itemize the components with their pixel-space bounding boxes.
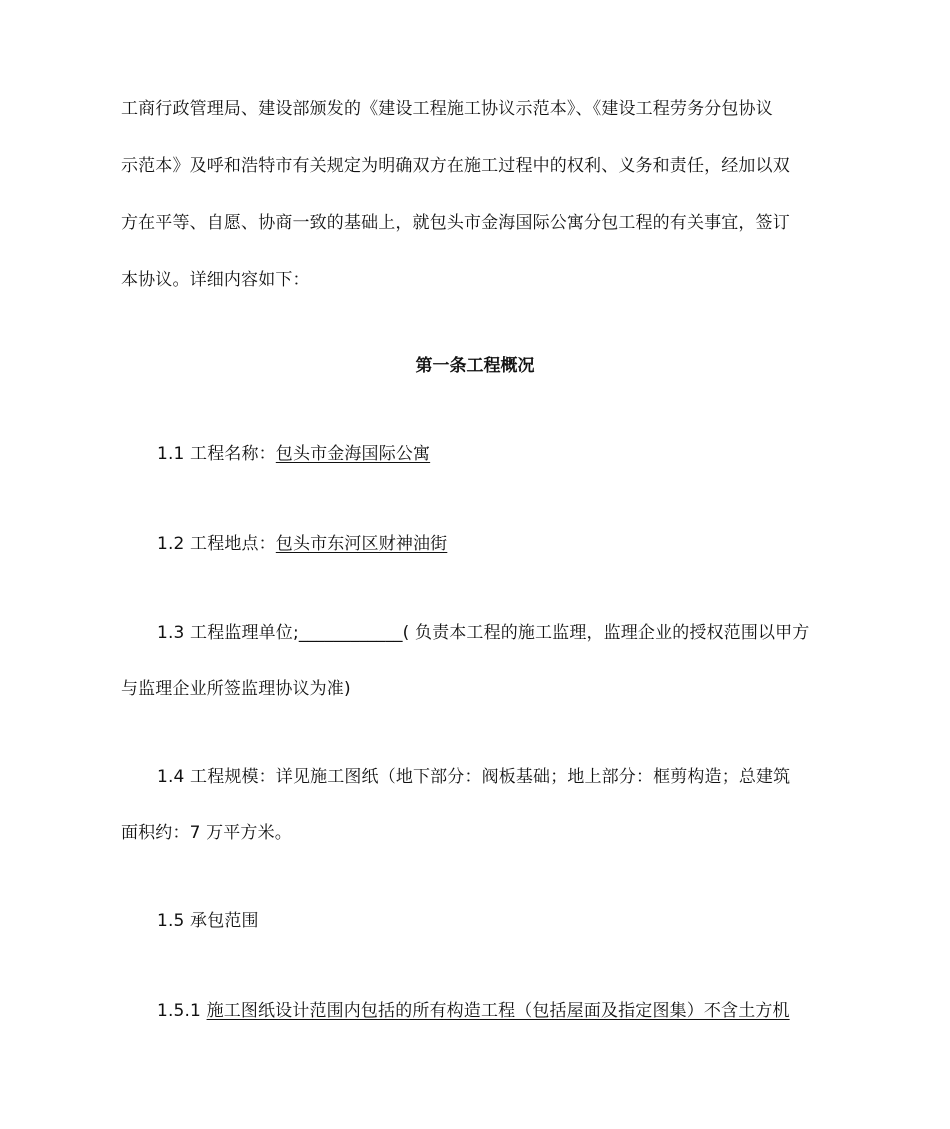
intro-line-1: 工商行政管理局、建设部颁发的《建设工程施工协议示范本》、《建设工程劳务分包协议 [121,99,773,119]
intro-line-4: 本协议。详细内容如下： [121,270,310,290]
item-1-5-1-label: 1.5.1 [157,1001,207,1021]
item-1-3-continuation: 与监理企业所签监理协议为准) [121,679,351,699]
item-1-1 [157,443,430,465]
item-1-3-label: 1.3 工程监理单位; [157,623,299,643]
item-1-2 [157,533,447,555]
article-1-title: 第一条工程概况 [415,356,535,376]
item-1-3-text: ( 负责本工程的施工监理，监理企业的授权范围以甲方 [402,623,810,643]
item-1-1-value: 包头市金海国际公寓 [275,444,431,464]
item-1-4-line-2: 面积约：7 万平方米。 [121,823,292,843]
intro-line-2: 示范本》及呼和浩特市有关规定为明确双方在施工过程中的权利、义务和责任，经加以双 [121,156,790,176]
item-1-1-label: 1.1 工程名称： [157,444,276,464]
item-1-5-1 [157,1000,790,1022]
item-1-3 [157,622,809,644]
item-1-2-value: 包头市东河区财神油街 [275,534,448,554]
item-1-5: 1.5 承包范围 [157,911,259,931]
item-1-2-label: 1.2 工程地点： [157,534,276,554]
item-1-5-1-value: 施工图纸设计范围内包括的所有构造工程（包括屋面及指定图集）不含土方机 [206,1001,790,1021]
item-1-4-line-1: 1.4 工程规模：详见施工图纸（地下部分：阀板基础；地上部分：框剪构造；总建筑 [157,767,791,787]
item-1-3-blank: ____________ [298,623,403,643]
intro-line-3: 方在平等、自愿、协商一致的基础上，就包头市金海国际公寓分包工程的有关事宜，签订 [121,213,790,233]
